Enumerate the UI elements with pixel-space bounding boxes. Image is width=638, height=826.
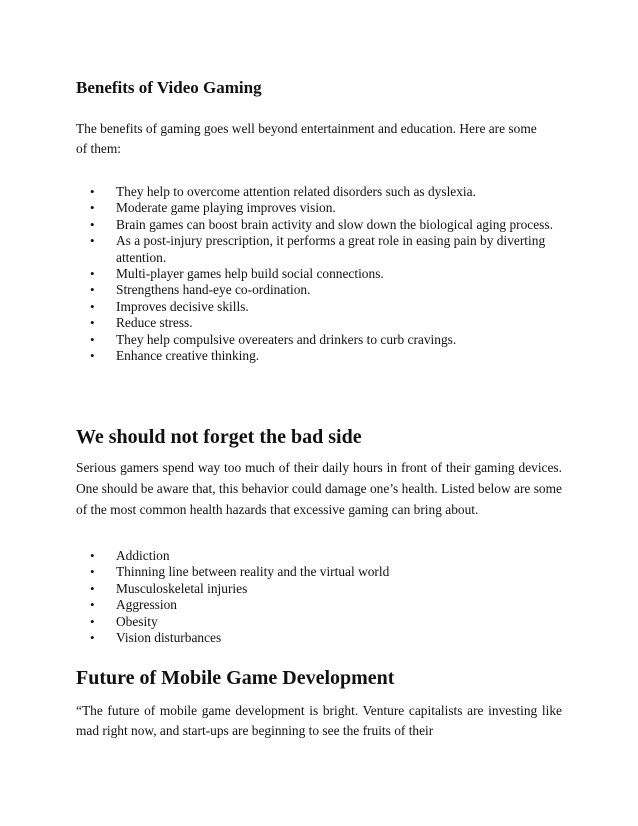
- list-item: • Aggression: [90, 597, 177, 613]
- bullet-icon: •: [90, 564, 95, 580]
- bullet-icon: •: [90, 200, 95, 216]
- list-item: • They help to overcome attention related disorders such as dyslexia.: [90, 184, 476, 199]
- list-item: • Addiction: [90, 548, 170, 563]
- bullet-icon: •: [90, 630, 95, 646]
- list-item: • Improves decisive skills.: [90, 298, 249, 314]
- list-item: • As a post-injury prescription, it performs a great role in easing pain by diverting attention.: [90, 233, 546, 265]
- bullet-icon: •: [90, 331, 95, 347]
- bullet-icon: •: [90, 233, 95, 249]
- list-item: • Thinning line between reality and the virtual world: [90, 564, 390, 580]
- bullet-icon: •: [90, 216, 95, 232]
- bullet-icon: •: [90, 298, 95, 314]
- heading-future: Future of Mobile Game Development: [76, 667, 395, 689]
- bullet-icon: •: [90, 184, 95, 199]
- list-item: • They help compulsive overeaters and drinkers to curb cravings.: [90, 331, 457, 347]
- bullet-icon: •: [90, 580, 95, 596]
- list-item: • Enhance creative thinking.: [90, 348, 260, 364]
- hazards-list: [76, 548, 556, 646]
- bullet-icon: •: [90, 315, 95, 331]
- bullet-icon: •: [90, 282, 95, 298]
- list-item: • Vision disturbances: [90, 630, 222, 646]
- heading-bad-side: We should not forget the bad side: [76, 426, 362, 448]
- list-item: • Multi-player games help build social connections.: [90, 266, 384, 282]
- bullet-icon: •: [90, 597, 95, 613]
- future-paragraph: “The future of mobile game development is bright. Venture capitalists are investing like mad right now, and start-ups are beginning to see the fruits of their: [76, 703, 562, 738]
- bullet-icon: •: [90, 548, 95, 563]
- bullet-icon: •: [90, 348, 95, 364]
- list-item: • Strengthens hand-eye co-ordination.: [90, 282, 311, 298]
- list-item: • Reduce stress.: [90, 315, 193, 331]
- intro-paragraph: The benefits of gaming goes well beyond entertainment and education. Here are some of them:: [76, 121, 537, 156]
- bullet-icon: •: [90, 266, 95, 282]
- list-item: • Moderate game playing improves vision.: [90, 200, 336, 216]
- list-item: • Musculoskeletal injuries: [90, 580, 248, 596]
- benefits-list: [76, 184, 556, 364]
- heading-benefits: Benefits of Video Gaming: [76, 78, 262, 97]
- list-item: • Brain games can boost brain activity and slow down the biological aging process.: [90, 216, 553, 232]
- bad-side-paragraph: Serious gamers spend way too much of their daily hours in front of their gaming devices. One should be aware that, this behavior could damage one’s health. Listed below are some of the most common health hazards that excessive gaming can bring about.: [76, 460, 562, 517]
- list-item: • Obesity: [90, 613, 158, 629]
- bullet-icon: •: [90, 613, 95, 629]
